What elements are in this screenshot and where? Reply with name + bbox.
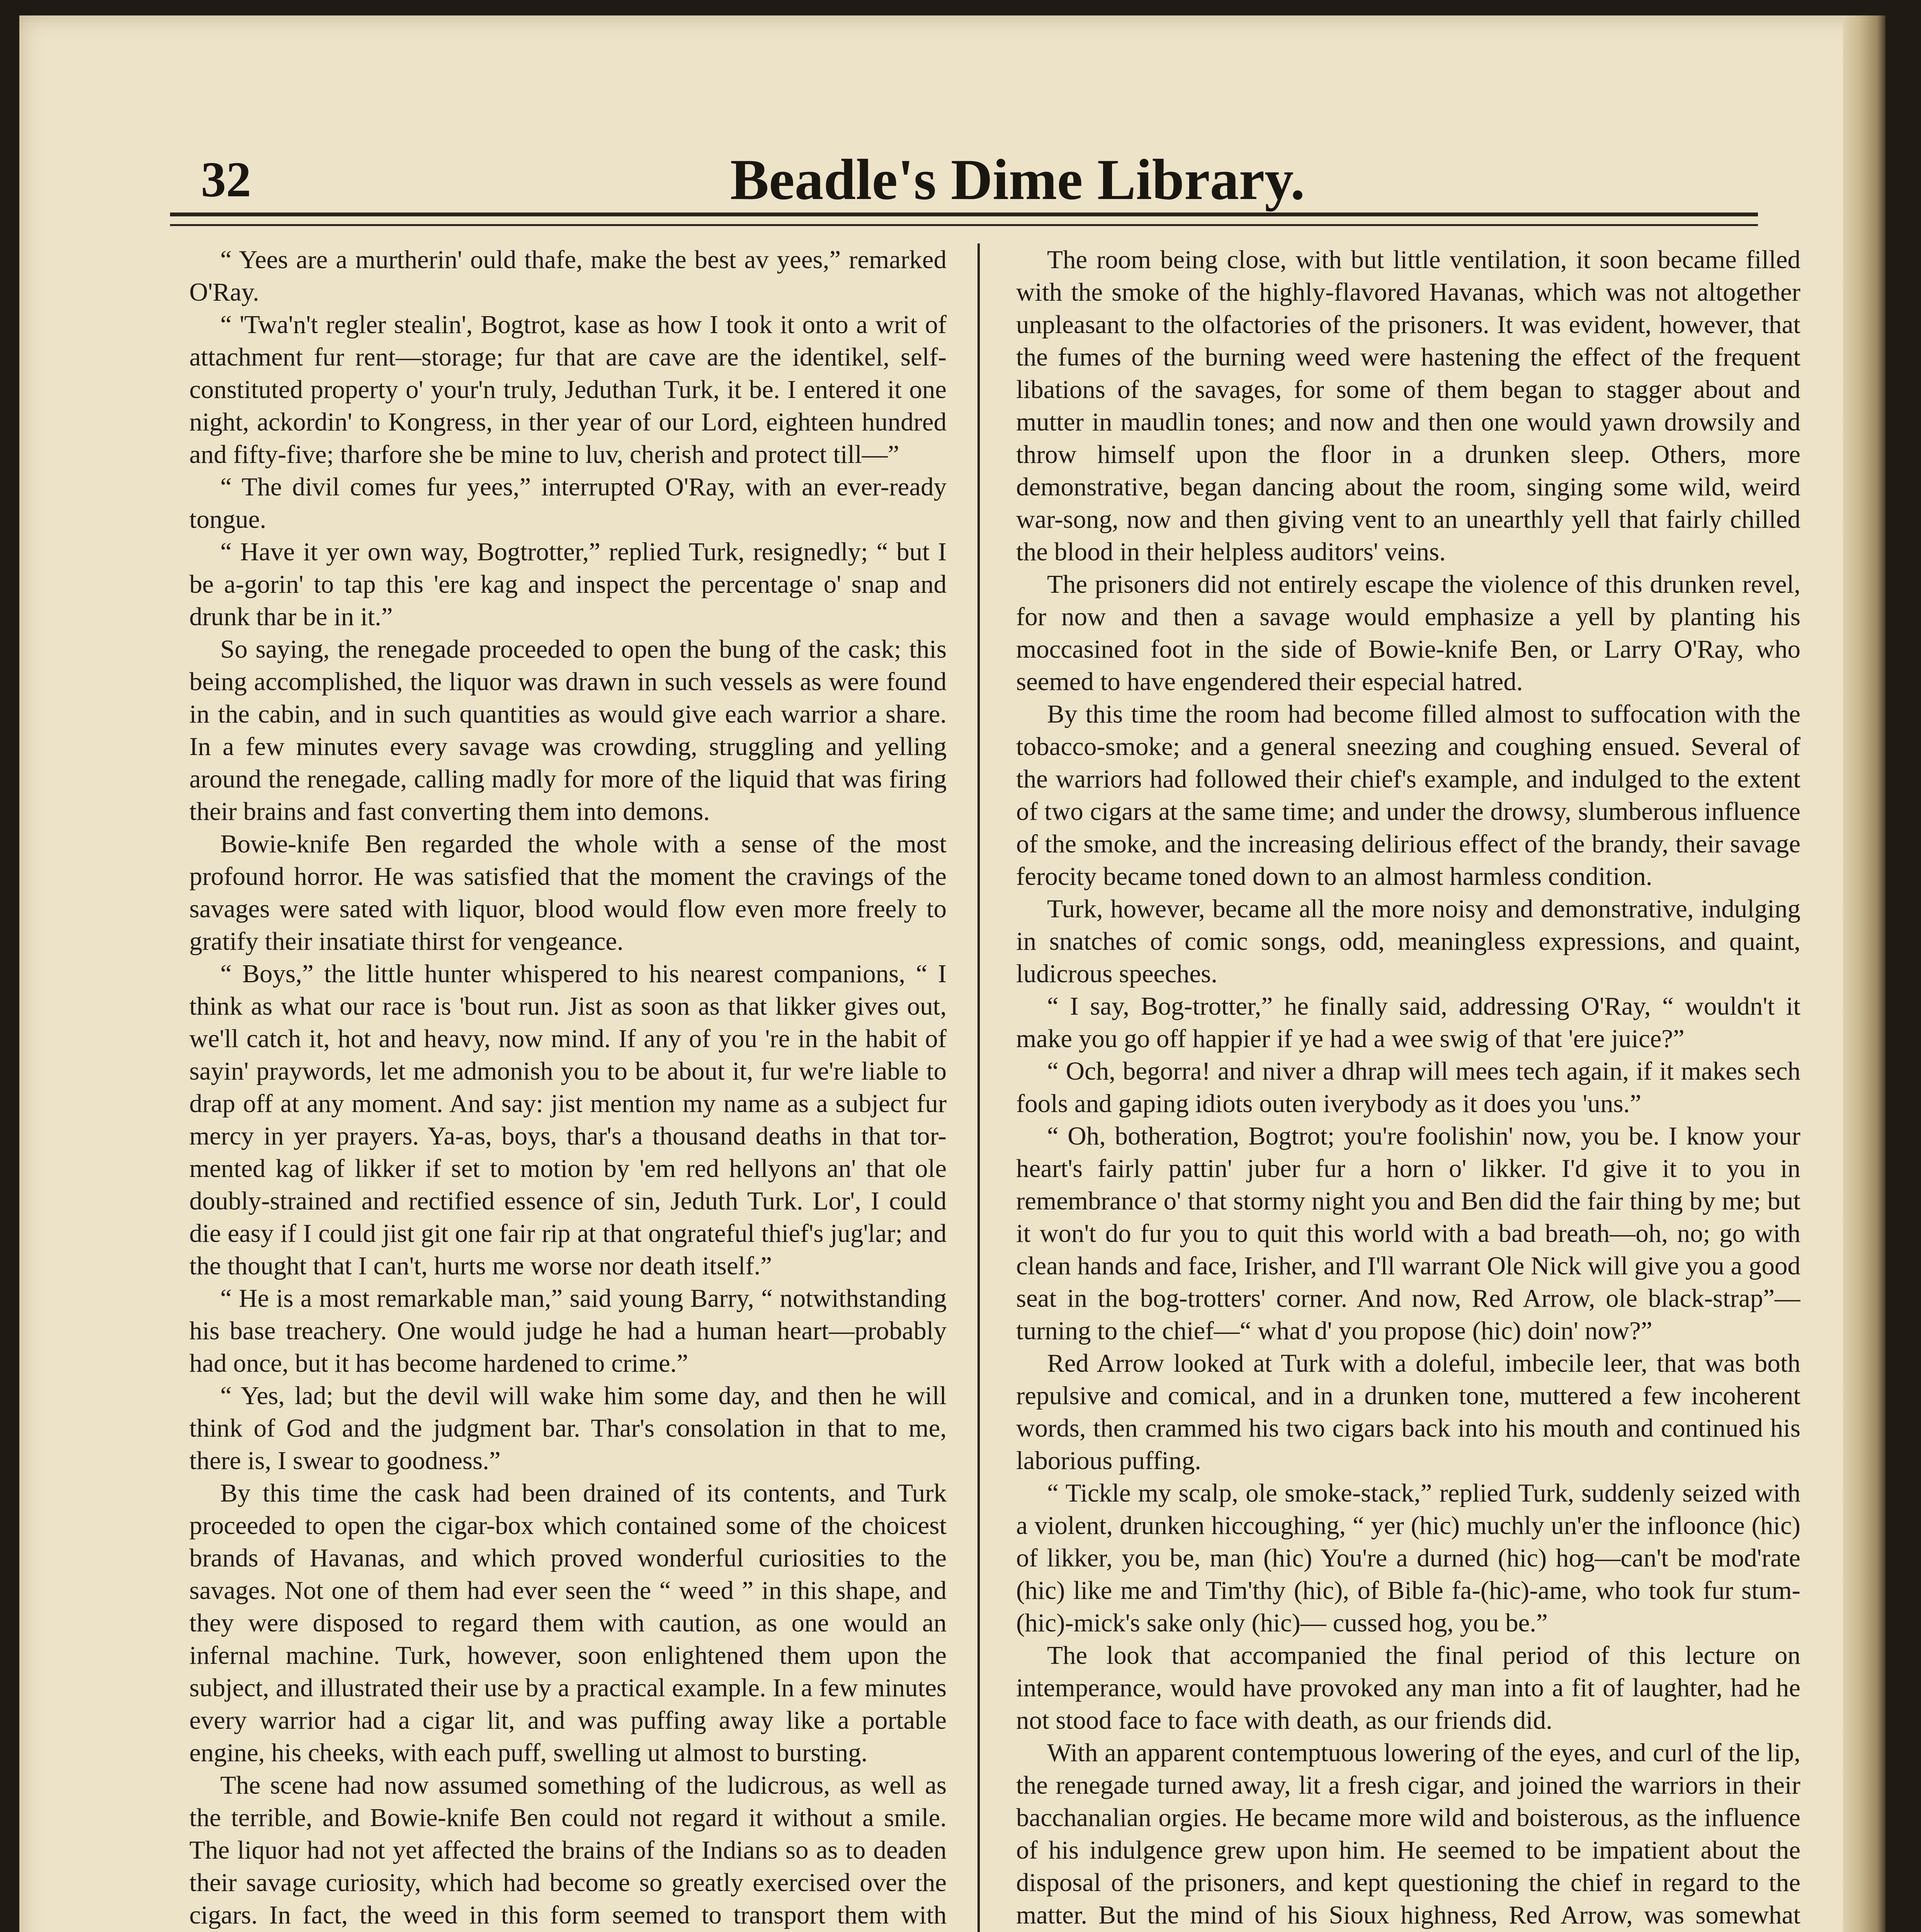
- paragraph: “ I say, Bog-trotter,” he finally said, addressing O'Ray, “ wouldn't it make you go off happier if ye had a wee swig of that 'ere juice?”: [1016, 992, 1800, 1053]
- paragraph: By this time the cask had been drained of its contents, and Turk proceeded to open the cigar-box which contained some of the choicest brands of Havanas, and which proved wonderful curiosities to the savages. Not one of them had ever seen the “ weed ” in this shape, and they were disposed to regard them with caution, as one would an infernal machine. Turk, however, soon enlightened them upon the subject, and illustrated their use by a practical example. In a few minutes every warrior had a cigar lit, and was puffing away like a portable engine, his cheeks, with each puff, swelling ut almost to bursting.: [189, 1479, 947, 1767]
- paragraph: “ The divil comes fur yees,” interrupted O'Ray, with an ever-ready tongue.: [189, 473, 947, 534]
- paragraph: With an apparent contemptuous lowering of the eyes, and curl of the lip, the renegade turned away, lit a fresh cigar, and joined the warriors in their bacchanalian orgies. He became more wild and boisterous, as the influence of his indulgence grew upon him. He seemed to be impatient about the disposal of the prisoners, and kept questioning the chief in regard to the matter. But the mind of his Sioux highness, Red Arrow, was somewhat: [1016, 1738, 1800, 1929]
- paragraph: Turk, however, became all the more noisy and demonstrative, indulging in snatches of comic songs, odd, meaningless expressions, and quaint, ludicrous speeches.: [1016, 895, 1800, 988]
- paragraph: “ Yees are a murtherin' ould thafe, make the best av yees,” remarked O'Ray.: [189, 245, 947, 306]
- page-header: [170, 131, 1758, 220]
- paragraph: The scene had now assumed something of the ludicrous, as well as the terrible, and Bowie-knife Ben could not regard it without a smile. The liquor had not yet affected the brains of the Indians so as to deaden their savage curiosity, which had become so greatly exercised over the cigars. In fact, the weed in this form seemed to transport them with: [189, 1771, 947, 1929]
- page-edge: [1843, 15, 1885, 1932]
- paragraph: So saying, the renegade proceeded to open the bung of the cask; this being accomplished, the liquor was drawn in such vessels as were found in the cabin, and in such quantities as would give each warrior a share. In a few minutes every savage was crowding, struggling and yelling around the renegade, calling madly for more of the liquid that was firing their brains and fast converting them into demons.: [189, 635, 947, 826]
- paragraph: “ Boys,” the little hunter whispered to his nearest companions, “ I think as what our race is 'bout run. Jist as soon as that likker gives out, we'll catch it, hot and heavy, now mind. If any of you 're in the habit of sayin' praywords, let me admonish you to be about it, fur we're liable to drap off at any moment. And say: jist mention my name as a subject fur mercy in yer prayers. Ya-as, boys, thar's a thousand deaths in that tor-mented kag of likker if set to motion by 'em red hellyons an' that ole doubly-strained and rectified essence of sin, Jeduth Turk. Lor', I could die easy if I could jist git one fair rip at that ongrateful thief's jug'lar; and the thought that I can't, hurts me worse nor death itself.”: [189, 959, 947, 1280]
- paragraph: The room being close, with but little ventilation, it soon became filled with the smoke of the highly-flavored Havanas, which was not altogether unpleasant to the olfactories of the prisoners. It was evident, however, that the fumes of the burning weed were hastening the effect of the frequent libations of the savages, for some of them began to stagger about and mutter in maudlin tones; and now and then one would yawn drowsily and throw himself upon the floor in a drunken sleep. Others, more demonstrative, began dancing about the room, singing some wild, weird war-song, now and then giving vent to an unearthly yell that fairly chilled the blood in their helpless auditors' veins.: [1016, 245, 1800, 566]
- page-number: 32: [201, 152, 251, 207]
- paragraph: The look that accompanied the final period of this lecture on intemperance, would have provoked any man into a fit of laughter, had he not stood face to face with death, as our friends did.: [1016, 1641, 1800, 1735]
- paragraph: The prisoners did not entirely escape the violence of this drunken revel, for now and then a savage would emphasize a yell by planting his moccasined foot in the side of Bowie-knife Ben, or Larry O'Ray, who seemed to have engendered their especial hatred.: [1016, 570, 1800, 696]
- header-rule: [170, 213, 1758, 216]
- right-column: [1016, 243, 1800, 1932]
- paragraph: By this time the room had become filled almost to suffocation with the tobacco-smoke; and a general sneezing and coughing ensued. Several of the warriors had followed their chief's example, and indulged to the extent of two cigars at the same time; and under the drowsy, slumberous influence of the smoke, and the increasing delirious effect of the brandy, their savage ferocity became toned down to an almost harmless condition.: [1016, 700, 1800, 891]
- column-divider: [978, 243, 980, 1932]
- magazine-page: [19, 15, 1885, 1932]
- paragraph: Red Arrow looked at Turk with a doleful, imbecile leer, that was both repulsive and comical, and in a drunken tone, muttered a few incoherent words, then crammed his two cigars back into his mouth and continued his laborious puffing.: [1016, 1349, 1800, 1475]
- paragraph: “ Och, begorra! and niver a dhrap will mees tech again, if it makes sech fools and gaping idiots outen iverybody as it does you 'uns.”: [1016, 1057, 1800, 1118]
- paragraph: Bowie-knife Ben regarded the whole with a sense of the most profound horror. He was satisfied that the moment the cravings of the savages were sated with liquor, blood would flow even more freely to gratify their insatiate thirst for vengeance.: [189, 830, 947, 956]
- paragraph: “ Oh, botheration, Bogtrot; you're foolishin' now, you be. I know your heart's fairly pattin' juber fur a horn o' likker. I'd give it to you in remembrance o' that stormy night you and Ben did the fair thing by me; but it won't do fur you to quit this world with a bad breath—oh, no; go with clean hands and face, Irisher, and I'll warrant Ole Nick will give you a good seat in the bog-trotters' corner. And now, Red Arrow, ole black-strap”—turning to the chief—“ what d' you propose (hic) doin' now?”: [1016, 1122, 1800, 1345]
- paragraph: “ 'Twa'n't regler stealin', Bogtrot, kase as how I took it onto a writ of attachment fur rent—storage; fur that are cave are the identikel, self-constituted property o' your'n truly, Jeduthan Turk, it be. I entered it one night, ackordin' to Kongress, in ther year of our Lord, eighteen hundred and fifty-five; tharfore she be mine to luv, cherish and protect till—”: [189, 310, 947, 469]
- header-rule-thin: [170, 224, 1758, 226]
- paragraph: “ Yes, lad; but the devil will wake him some day, and then he will think of God and the judgment bar. Thar's consolation in that to me, there is, I swear to goodness.”: [189, 1381, 947, 1475]
- paragraph: “ He is a most remarkable man,” said young Barry, “ notwithstanding his base treachery. One would judge he had a human heart—probably had once, but it has become hardened to crime.”: [189, 1284, 947, 1378]
- paragraph: “ Tickle my scalp, ole smoke-stack,” replied Turk, suddenly seized with a violent, drunken hiccoughing, “ yer (hic) muchly un'er the infloonce (hic) of likker, you be, man (hic) You're a durned (hic) hog—can't be mod'rate (hic) like me and Tim'thy (hic), of Bible fa-(hic)-ame, who took fur stum-(hic)-mick's sake only (hic)— cussed hog, you be.”: [1016, 1479, 1800, 1637]
- left-column: [189, 243, 947, 1932]
- paragraph: “ Have it yer own way, Bogtrotter,” replied Turk, resignedly; “ but I be a-gorin' to tap this 'ere kag and inspect the percentage o' snap and drunk thar be in it.”: [189, 537, 947, 631]
- publication-title: Beadle's Dime Library.: [730, 148, 1305, 212]
